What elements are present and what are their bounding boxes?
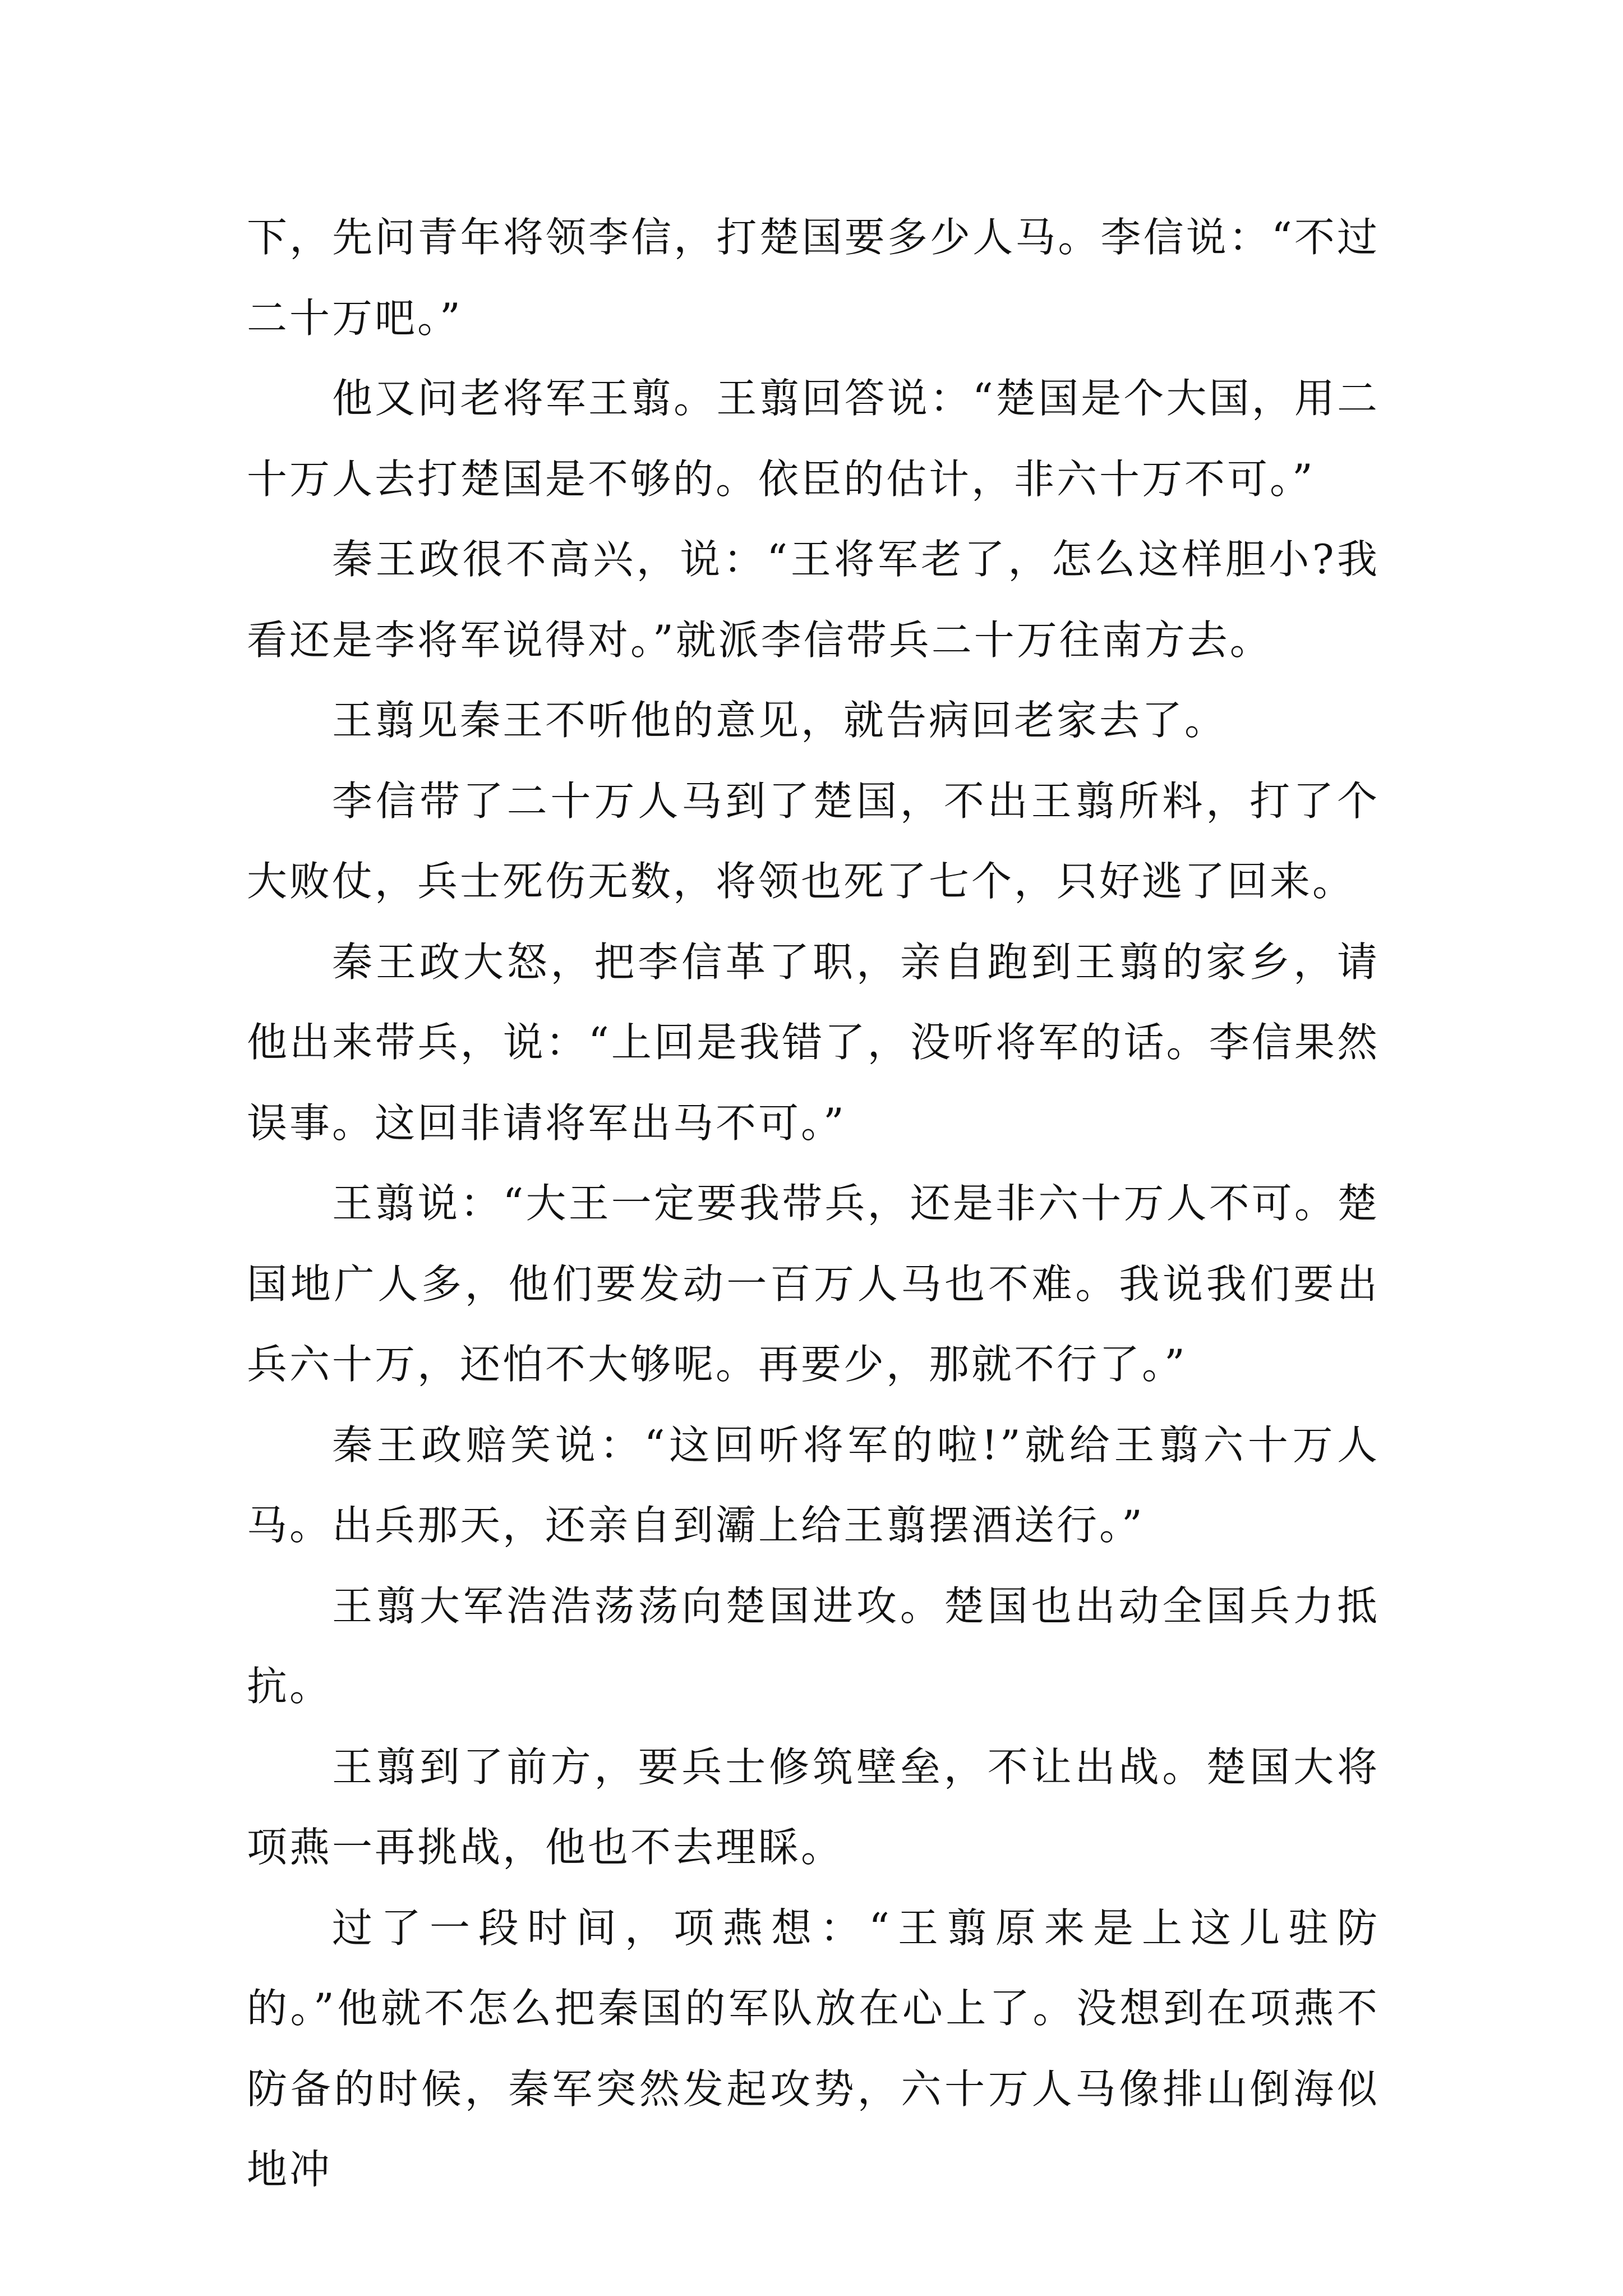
paragraph-5: 李信带了二十万人马到了楚国，不出王翦所料，打了个大败仗，兵士死伤无数，将领也死了七个，只好逃了回来。 [247,777,1380,905]
paragraph-4: 王翦见秦王不听他的意见，就告病回老家去了。 [332,697,1228,744]
paragraph-8: 秦王政赔笑说：“这回听将军的啦!”就给王翦六十万人马。出兵那天，还亲自到灞上给王翦摆酒送行。” [247,1421,1380,1549]
paragraph-6: 秦王政大怒，把李信革了职，亲自跑到王翦的家乡，请他出来带兵，说：“上回是我错了，没听将军的话。李信果然误事。这回非请将军出马不可。” [247,938,1380,1147]
document-body [247,197,1380,2210]
paragraph-3: 秦王政很不高兴，说：“王将军老了，怎么这样胆小?我看还是李将军说得对。”就派李信带兵二十万往南方去。 [247,536,1380,664]
paragraph-7: 王翦说：“大王一定要我带兵，还是非六十万人不可。楚国地广人多，他们要发动一百万人马也不难。我说我们要出兵六十万，还怕不大够呢。再要少，那就不行了。” [247,1180,1380,1388]
paragraph-11: 过了一段时间，项燕想：“王翦原来是上这儿驻防的。”他就不怎么把秦国的军队放在心上了。没想到在项燕不防备的时候，秦军突然发起攻势，六十万人马像排山倒海似地冲 [247,1904,1380,2193]
paragraph-1: 下，先问青年将领李信，打楚国要多少人马。李信说：“不过二十万吧。” [247,214,1380,342]
paragraph-9: 王翦大军浩浩荡荡向楚国进攻。楚国也出动全国兵力抵抗。 [247,1582,1380,1710]
paragraph-10: 王翦到了前方，要兵士修筑壁垒，不让出战。楚国大将项燕一再挑战，他也不去理睬。 [247,1743,1380,1871]
paragraph-2: 他又问老将军王翦。王翦回答说：“楚国是个大国，用二十万人去打楚国是不够的。依臣的估计，非六十万不可。” [247,375,1380,503]
